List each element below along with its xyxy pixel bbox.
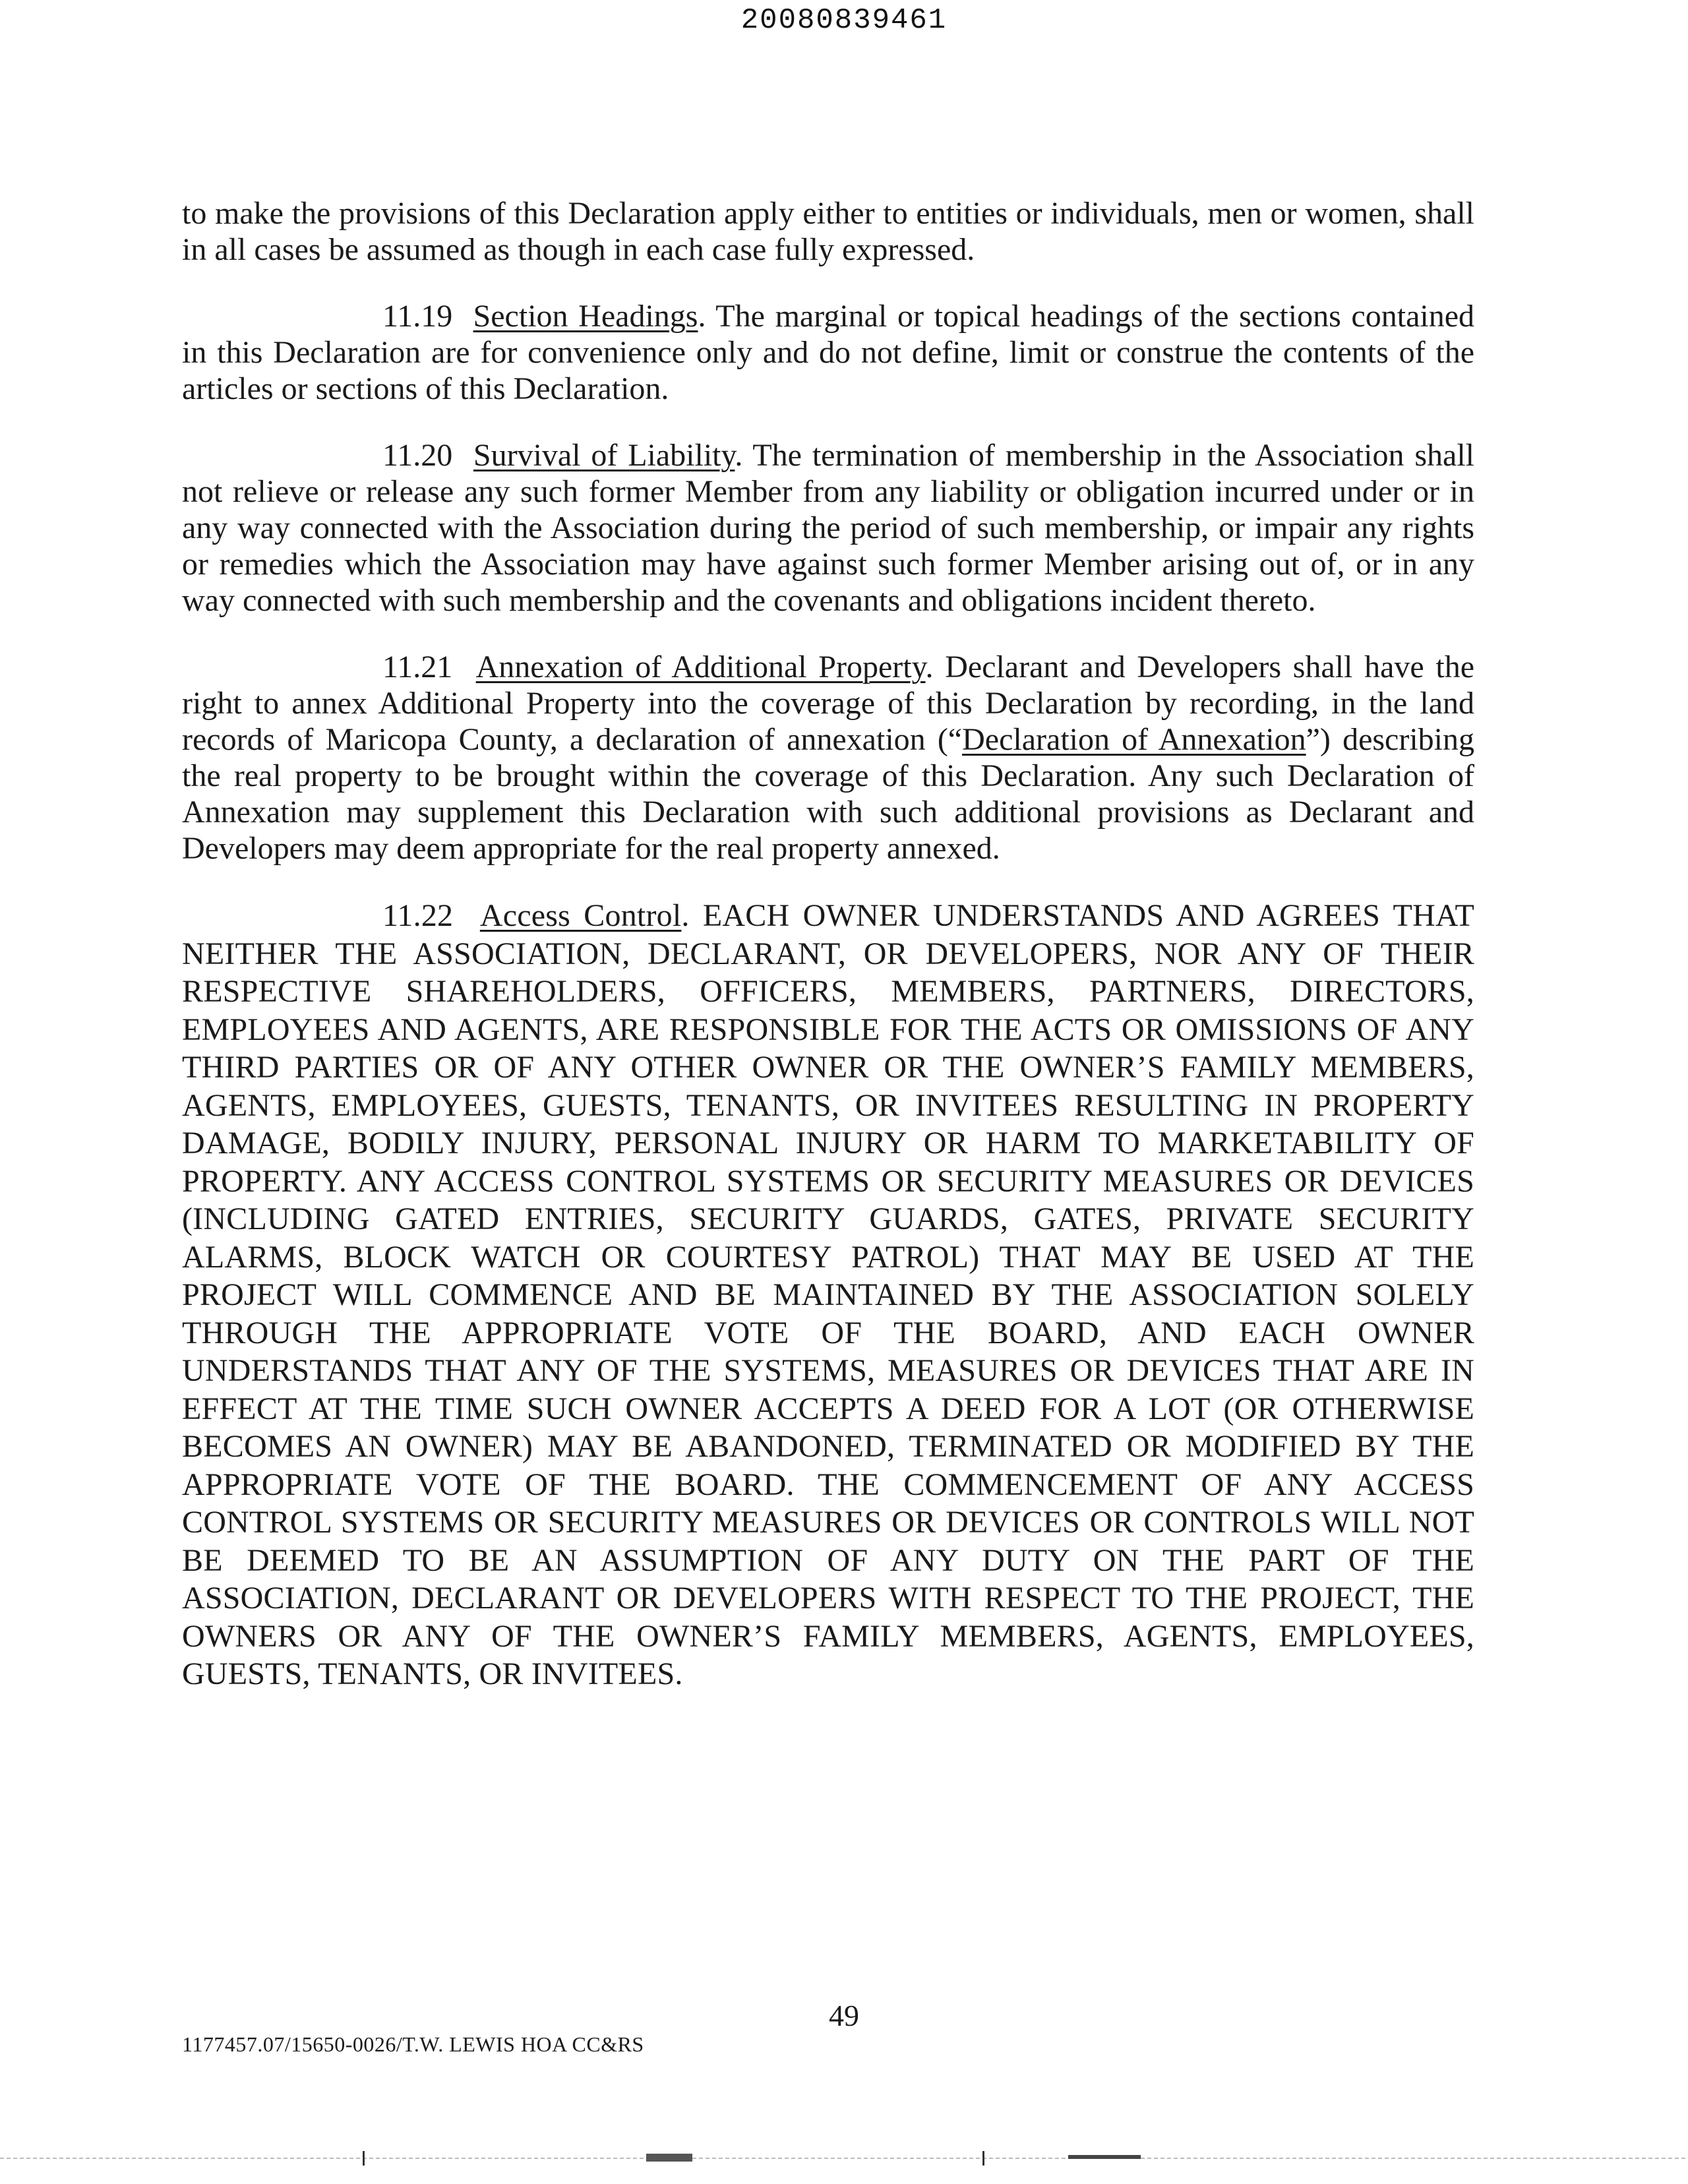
section-number: 11.20 [382, 438, 453, 473]
heading-period: . [681, 898, 690, 933]
section-number: 11.22 [382, 898, 454, 933]
section-11-21 [182, 649, 1474, 866]
heading-period: . [925, 650, 934, 684]
heading-period: . [698, 299, 706, 334]
section-number: 11.21 [382, 650, 453, 684]
section-11-22 [182, 897, 1474, 1693]
page-number: 49 [829, 1999, 859, 2032]
continuation-paragraph: to make the provisions of this Declaration apply either to entities or individuals, men or women, shall in all cases be assumed as though in each case fully expressed. [182, 196, 1474, 267]
document-body [182, 195, 1474, 1724]
section-number: 11.19 [382, 299, 453, 334]
section-heading: Survival of Liability [473, 438, 735, 473]
document-id: 1177457.07/15650-0026/T.W. LEWIS HOA CC&RS [182, 2032, 644, 2056]
section-text: The termination of membership in the Association shall not relieve or release any such former Member from any liability or obligation incurred under or in any way connected with the Association during the period of such membership, or impair any rights or remedies which the Association may have against such former Member arising out of, or in any way connected with such membership and the covenants and obligations incident thereto. [182, 438, 1474, 618]
section-text: The marginal or topical headings of the sections contained in this Declaration are for convenience only and do not define, limit or construe the contents of the articles or sections of this Declaration. [182, 299, 1475, 406]
scan-artifact [1068, 2155, 1141, 2159]
section-text-after: ”) describing the real property to be brought within the coverage of this Declaration. Any such Declaration of Annexation may supplement this Declaration with such additional provisions as Declarant and Developers may deem appropriate for the real property annexed. [182, 722, 1475, 866]
recording-number: 20080839461 [740, 4, 948, 37]
heading-period: . [735, 438, 743, 473]
scan-artifact [646, 2154, 692, 2162]
section-text-before: Declarant and Developers shall have the right to annex Additional Property into the coverage of this Declaration by recording, in the land records of Maricopa County, a declaration of annexation (“ [182, 650, 1475, 757]
section-heading: Section Headings [473, 299, 698, 334]
section-11-19 [182, 298, 1474, 407]
scan-artifact [982, 2151, 984, 2166]
scan-artifact [363, 2151, 365, 2166]
section-heading: Annexation of Additional Property [475, 650, 926, 684]
section-11-20 [182, 437, 1474, 619]
section-text: EACH OWNER UNDERSTANDS AND AGREES THAT NEITHER THE ASSOCIATION, DECLARANT, OR DEVELOPERS, NOR ANY OF THEIR RESPECTIVE SHAREHOLDERS, OFFICERS, MEMBERS, PARTNERS, DIRECTORS, EMPLOYEES AND AGENTS, ARE RESPONSIBLE FOR THE ACTS OR OMISSIONS OF ANY THIRD PARTIES OR OF ANY OTHER OWNER OR THE OWNER’S FAMILY MEMBERS, AGENTS, EMPLOYEES, GUESTS, TENANTS, OR INVITEES RESULTING IN PROPERTY DAMAGE, BODILY INJURY, PERSONAL INJURY OR HARM TO MARKETABILITY OF PROPERTY. ANY ACCESS CONTROL SYSTEMS OR SECURITY MEASURES OR DEVICES (INCLUDING GATED ENTRIES, SECURITY GUARDS, GATES, PRIVATE SECURITY ALARMS, BLOCK WATCH OR COURTESY PATROL) THAT MAY BE USED AT THE PROJECT WILL COMMENCE AND BE MAINTAINED BY THE ASSOCIATION SOLELY THROUGH THE APPROPRIATE VOTE OF THE BOARD, AND EACH OWNER UNDERSTANDS THAT ANY OF THE SYSTEMS, MEASURES OR DEVICES THAT ARE IN EFFECT AT THE TIME SUCH OWNER ACCEPTS A DEED FOR A LOT (OR OTHERWISE BECOMES AN OWNER) MAY BE ABANDONED, TERMINATED OR MODIFIED BY THE APPROPRIATE VOTE OF THE BOARD. THE COMMENCEMENT OF ANY ACCESS CONTROL SYSTEMS OR SECURITY MEASURES OR DEVICES OR CONTROLS WILL NOT BE DEEMED TO BE AN ASSUMPTION OF ANY DUTY ON THE PART OF THE ASSOCIATION, DECLARANT OR DEVELOPERS WITH RESPECT TO THE PROJECT, THE OWNERS OR ANY OF THE OWNER’S FAMILY MEMBERS, AGENTS, EMPLOYEES, GUESTS, TENANTS, OR INVITEES. [182, 898, 1475, 1691]
scan-edge-line [0, 2158, 1688, 2159]
section-heading: Access Control [479, 898, 682, 933]
defined-term: Declaration of Annexation [962, 722, 1306, 757]
